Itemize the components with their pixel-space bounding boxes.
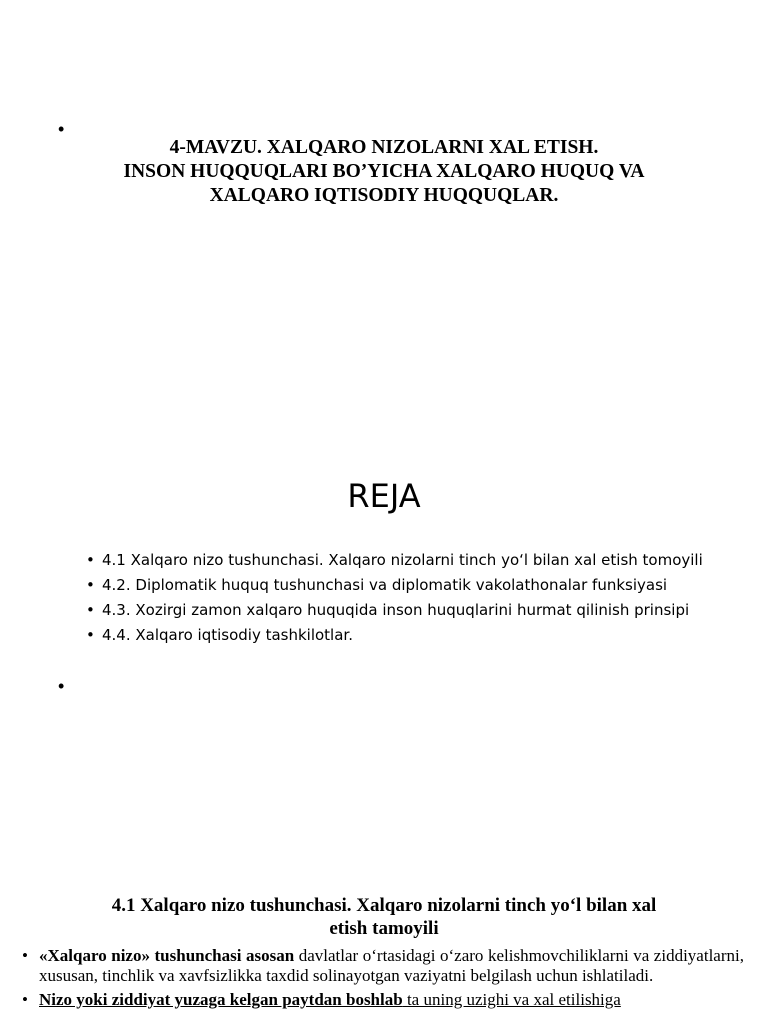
bullet: • — [22, 946, 28, 965]
plan-item-text: 4.4. Xalqaro iqtisodiy tashkilotlar. — [102, 626, 353, 644]
plan-item-text: 4.3. Xozirgi zamon xalqaro huquqida inson huquqlarini hurmat qilinish prinsipi — [102, 601, 690, 619]
plan-item — [86, 600, 708, 620]
plan-item — [86, 550, 708, 570]
content-item — [22, 946, 744, 986]
title-slide — [0, 0, 768, 432]
content-item-text: davlatlar o‘rtasidagi o‘zaro kelishmovchiliklarni va ziddiyatlarni, xususan, tinchlik va xavfsizlikka taxdid solinayotgan vaziyatni belgilash uchun ishlatiladi. — [39, 946, 744, 985]
heading-line: 4.1 Xalqaro nizo tushunchasi. Xalqaro nizolarni tinch yo‘l bilan xal — [111, 895, 657, 916]
plan-item — [86, 575, 708, 595]
bullet: • — [86, 601, 95, 619]
bullet: • — [22, 990, 28, 1009]
plan-item — [86, 625, 708, 645]
bullet: • — [58, 119, 65, 139]
heading-line: etish tamoyili — [329, 918, 439, 939]
plan-slide — [0, 432, 768, 862]
content-item-bold: Nizo yoki ziddiyat yuzaga kelgan paytdan boshlab — [39, 990, 403, 1009]
content-item — [22, 990, 744, 1010]
bullet: • — [58, 676, 65, 696]
bullet: • — [86, 626, 95, 644]
content-slide — [0, 862, 768, 1024]
content-item-text: ta uning uzighi va xal etilishiga — [402, 990, 621, 1009]
bullet: • — [86, 576, 95, 594]
plan-item-text: 4.1 Xalqaro nizo tushunchasi. Xalqaro nizolarni tinch yo‘l bilan xal etish tomoyili — [102, 551, 703, 569]
title-line: XALQARO IQTISODIY HUQQUQLAR. — [209, 185, 559, 206]
section-heading — [40, 894, 728, 940]
content-item-bold: «Xalqaro nizo» tushunchasi asosan — [39, 946, 295, 965]
bullet: • — [86, 551, 95, 569]
plan-item-text: 4.2. Diplomatik huquq tushunchasi va diplomatik vakolathonalar funksiyasi — [102, 576, 668, 594]
title-line: INSON HUQQUQLARI BO’YICHA XALQARO HUQUQ VA — [123, 161, 645, 182]
plan-list — [86, 550, 708, 650]
slide-title — [80, 136, 688, 208]
title-line: 4-MAVZU. XALQARO NIZOLARNI XAL ETISH. — [169, 137, 599, 158]
content-list — [22, 946, 744, 1014]
plan-heading: REJA — [347, 477, 421, 515]
